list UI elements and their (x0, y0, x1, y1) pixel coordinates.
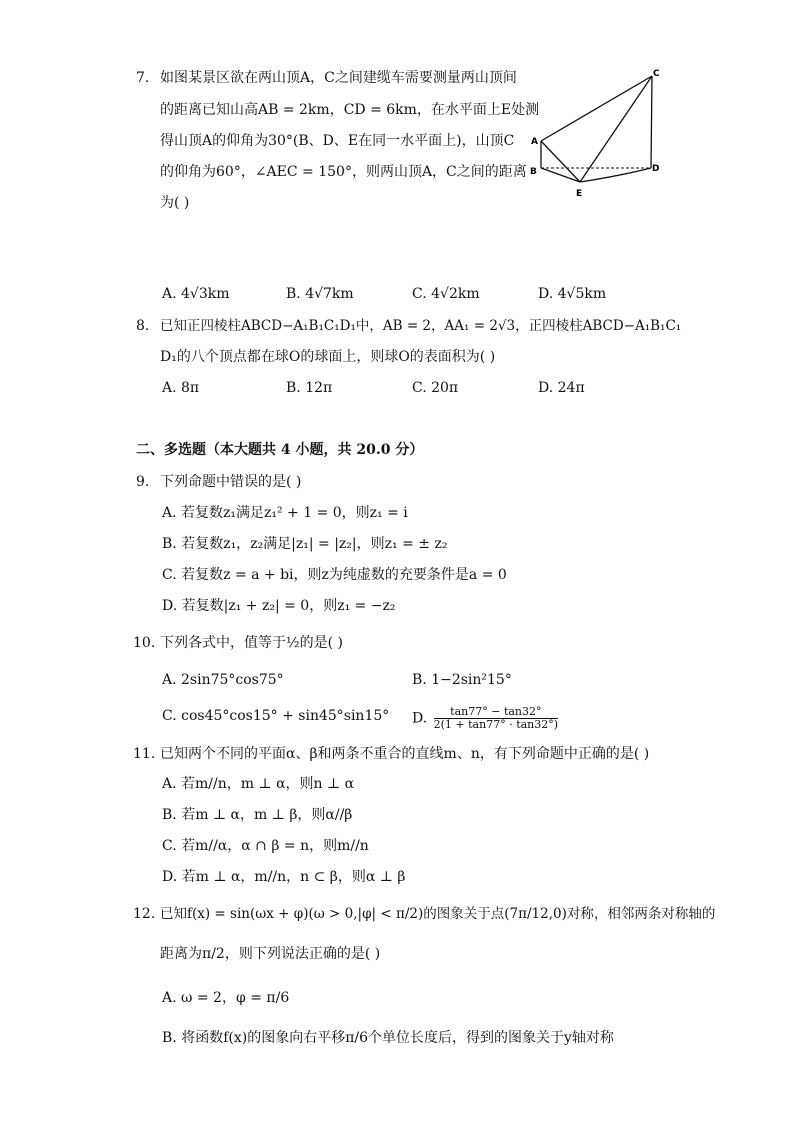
q9-option-d: D. 若复数|z₁ + z₂| = 0，则z₁ = −z₂ (162, 598, 396, 614)
q7-fig-label-b: B (530, 167, 537, 177)
q10-option-a: A. 2sin75°cos75° (162, 672, 284, 688)
q10-number: 10. (133, 635, 156, 651)
q12-option-b: B. 将函数f(x)的图象向右平移π/6个单位长度后，得到的图象关于y轴对称 (162, 1030, 614, 1046)
q12-number: 12. (133, 906, 156, 922)
q11-option-b: B. 若m ⊥ α，m ⊥ β，则α//β (162, 807, 353, 823)
q10-option-d-label: D. (412, 710, 432, 727)
q8-line-2: D₁的八个顶点都在球O的球面上，则球O的表面积为( ) (160, 349, 496, 365)
q12-line-1: 已知f(x) = sin(ωx + φ)(ω > 0,|φ| < π/2)的图象关于点(7π/12,0)对称，相邻两条对称轴的 (160, 906, 716, 922)
q7-option-b: B. 4√7km (286, 286, 354, 302)
q9-number: 9. (136, 474, 150, 490)
q9-stem: 下列命题中错误的是( ) (160, 474, 302, 490)
q7-option-a: A. 4√3km (162, 286, 230, 302)
q10-option-c: C. cos45°cos15° + sin45°sin15° (162, 708, 390, 724)
q10-option-d-numerator: tan77° − tan32° (434, 706, 558, 719)
q7-fig-label-c: C (653, 69, 660, 79)
q7-line-5: 为( ) (160, 195, 190, 211)
q9-option-a: A. 若复数z₁满足z₁² + 1 = 0，则z₁ = i (162, 505, 408, 521)
q10-stem: 下列各式中，值等于½的是( ) (160, 635, 343, 651)
q8-number: 8. (136, 318, 150, 334)
q8-option-c: C. 20π (412, 380, 459, 396)
q12-line-2: 距离为π/2，则下列说法正确的是( ) (160, 946, 381, 962)
q7-fig-label-d: D (652, 164, 660, 174)
q10-option-d (412, 706, 558, 731)
q7-fig-label-e: E (576, 189, 583, 199)
q8-option-b: B. 12π (286, 380, 333, 396)
section-heading-multi-choice: 二、多选题（本大题共 4 小题，共 20.0 分） (136, 442, 424, 458)
q7-line-1: 如图某景区欲在两山顶A，C之间建缆车需要测量两山顶间 (160, 70, 517, 86)
q10-option-b: B. 1−2sin²15° (412, 672, 512, 688)
q12-option-a: A. ω = 2，φ = π/6 (162, 990, 290, 1006)
q8-option-d: D. 24π (538, 380, 585, 396)
q11-option-d: D. 若m ⊥ α，m//n，n ⊂ β，则α ⊥ β (162, 869, 406, 885)
q9-option-b: B. 若复数z₁，z₂满足|z₁| = |z₂|，则z₁ = ± z₂ (162, 536, 448, 552)
q11-number: 11. (133, 746, 156, 762)
q7-line-3: 得山顶A的仰角为30°(B、D、E在同一水平面上)，山顶C (160, 133, 515, 149)
q11-option-a: A. 若m//n，m ⊥ α，则n ⊥ α (162, 776, 355, 792)
q7-fig-label-a: A (531, 137, 538, 147)
q7-line-2: 的距离已知山高AB = 2km，CD = 6km，在水平面上E处测 (160, 102, 540, 118)
q9-option-c: C. 若复数z = a + bi，则z为纯虚数的充要条件是a = 0 (162, 567, 507, 583)
q8-line-1: 已知正四棱柱ABCD−A₁B₁C₁D₁中，AB = 2，AA₁ = 2√3，正四棱柱ABCD−A₁B₁C₁ (160, 318, 682, 334)
q11-stem: 已知两个不同的平面α、β和两条不重合的直线m、n，有下列命题中正确的是( ) (160, 746, 650, 762)
q10-option-d-fraction (434, 706, 558, 731)
q11-option-c: C. 若m//α，α ∩ β = n，则m//n (162, 838, 369, 854)
q7-line-4: 的仰角为60°，∠AEC = 150°，则两山顶A，C之间的距离 (160, 164, 527, 180)
q7-option-d: D. 4√5km (538, 286, 607, 302)
q7-figure (524, 64, 664, 204)
q10-option-d-denominator: 2(1 + tan77° · tan32°) (433, 718, 559, 731)
q7-number: 7. (136, 70, 150, 86)
q7-option-c: C. 4√2km (412, 286, 480, 302)
q8-option-a: A. 8π (162, 380, 200, 396)
